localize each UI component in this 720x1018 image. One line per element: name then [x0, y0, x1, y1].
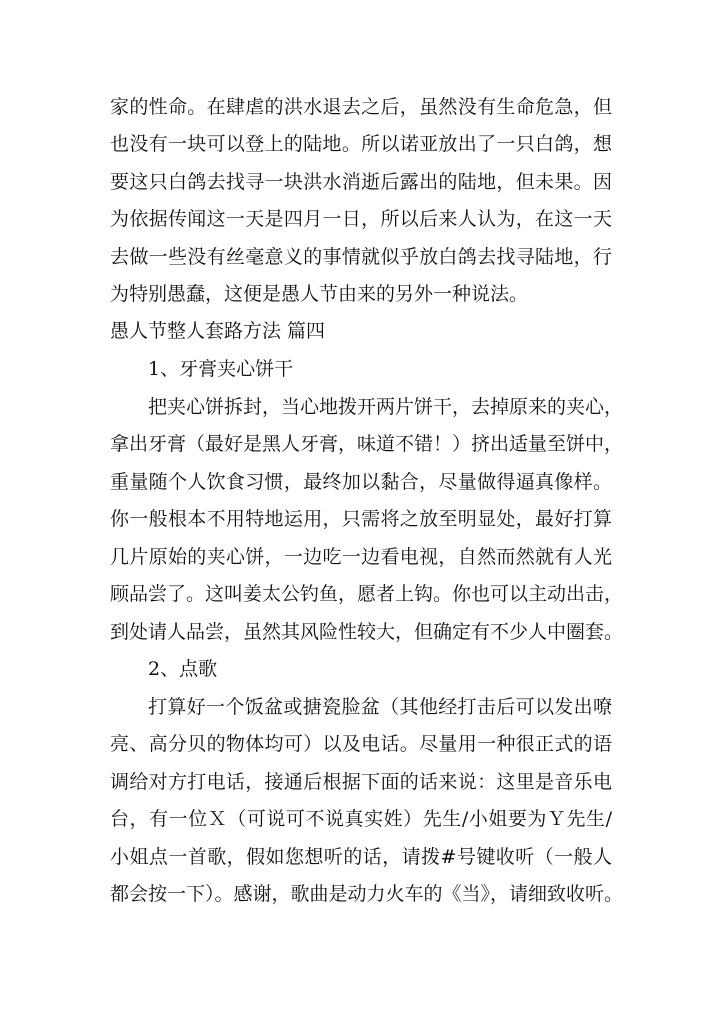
text-line: 顾品尝了。这叫姜太公钓鱼，愿者上钩。你也可以主动出击，: [110, 583, 624, 605]
text-line: 为依据传闻这一天是四月一日，所以后来人认为，在这一天: [110, 208, 612, 230]
text-line: 到处请人品尝，虽然其风险性较大，但确定有不少人中圈套。: [110, 621, 624, 643]
text-line: 调给对方打电话，接通后根据下面的话来说：这里是音乐电: [110, 771, 612, 793]
text-line: 台，有一位Ｘ（可说可不说真实姓）先生/小姐要为Ｙ先生/: [110, 808, 612, 830]
text-line: 你一般根本不用特地运用，只需将之放至明显处，最好打算: [110, 508, 612, 530]
text-line: 亮、高分贝的物体均可）以及电话。尽量用一种很正式的语: [110, 733, 612, 755]
section-title: 愚人节整人套路方法 篇四: [110, 320, 326, 342]
item-title: 2、点歌: [148, 658, 218, 680]
text-line: 家的性命。在肆虐的洪水退去之后，虽然没有生命危急，但: [110, 96, 612, 118]
text-line: 重量随个人饮食习惯，最终加以黏合，尽量做得逼真像样。: [110, 471, 612, 493]
item-title: 1、牙膏夹心饼干: [148, 358, 294, 380]
text-line: 去做一些没有丝毫意义的事情就似乎放白鸽去找寻陆地，行: [110, 246, 612, 268]
text-line: 为特别愚蠢，这便是愚人节由来的另外一种说法。: [110, 283, 529, 305]
text-line: 也没有一块可以登上的陆地。所以诺亚放出了一只白鸽，想: [110, 133, 612, 155]
text-line: 拿出牙膏（最好是黑人牙膏，味道不错！）挤出适量至饼中，: [110, 433, 624, 455]
text-line: 都会按一下）。感谢，歌曲是动力火车的《当》，请细致收听。: [110, 883, 624, 905]
text-line: 小姐点一首歌，假如您想听的话，请拨#号键收听（一般人: [110, 846, 612, 868]
text-line: 几片原始的夹心饼，一边吃一边看电视，自然而然就有人光: [110, 546, 612, 568]
text-line: 把夹心饼拆封，当心地拨开两片饼干，去掉原来的夹心，: [148, 396, 624, 418]
text-line: 打算好一个饭盆或搪瓷脸盆（其他经打击后可以发出嘹: [148, 696, 612, 718]
text-line: 要这只白鸽去找寻一块洪水消逝后露出的陆地，但未果。因: [110, 171, 612, 193]
